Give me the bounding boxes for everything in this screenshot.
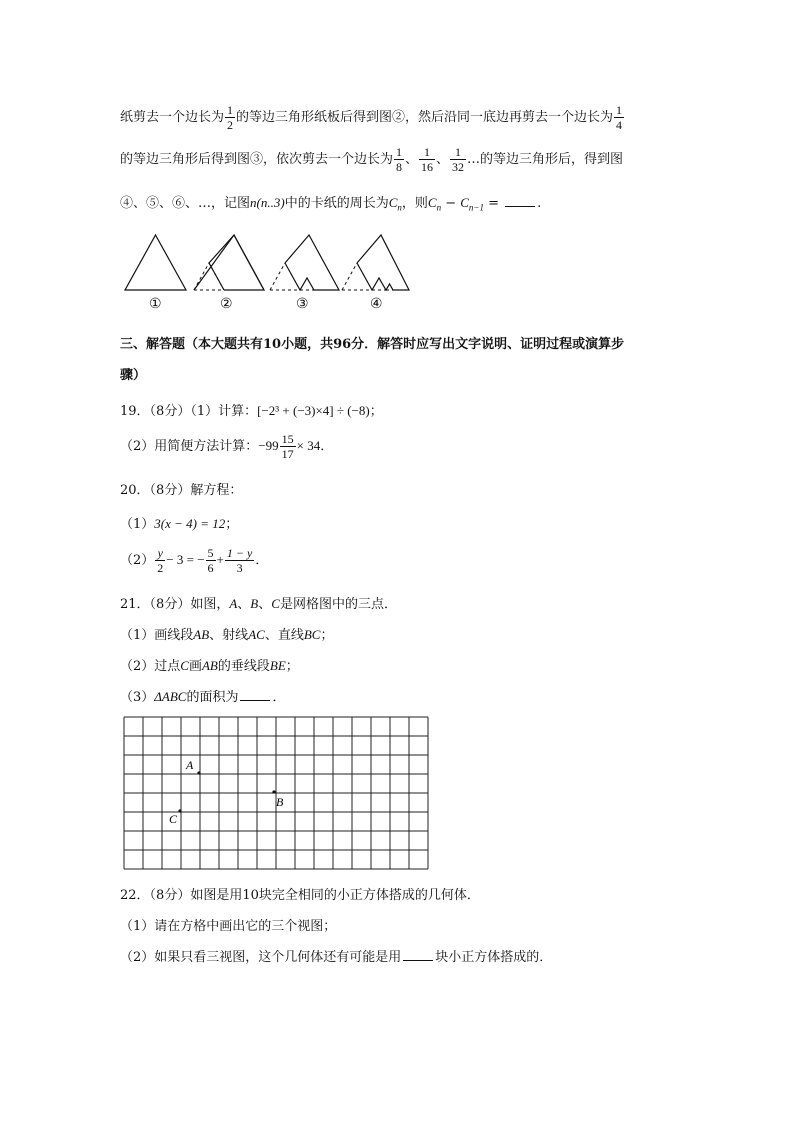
triangle-figure-2 xyxy=(194,235,264,290)
q20-part-1: （1）3(x − 4) = 12； xyxy=(120,516,239,532)
grid-figure xyxy=(123,716,429,870)
fraction: $\frac{1}{2}$ xyxy=(227,103,234,132)
text: 的等边三角形纸板后得到图②，然后沿同一底边再剪去一个边长为 xyxy=(236,110,614,125)
point-B xyxy=(272,790,275,793)
q19-part-2: （2）用简便方法计算：−99 $\frac{15}{17}$ × 34． xyxy=(120,432,334,461)
triangle-figure-3 xyxy=(270,235,339,290)
q21-head: 21．（8分）如图，A、B、C是网格图中的三点． xyxy=(120,596,397,612)
section-heading-cont: 骤） xyxy=(120,368,147,383)
fraction: $\frac{15}{17}$ xyxy=(281,432,294,461)
q20-part-2: （2） $\frac{y}{2}$ − 3 = − $\frac{5}{6}$ + $\frac{1 - y}{3}$ ． xyxy=(120,546,269,575)
fraction: $\frac{1}{32}$ xyxy=(452,145,465,174)
answer-blank xyxy=(505,194,535,207)
q19-part-1: 19．（8分）（1）计算：[−2³ + (−3)×4] ÷ (−8)； xyxy=(120,403,383,419)
q20-head: 20．（8分）解方程： xyxy=(120,483,243,498)
point-A xyxy=(197,771,200,774)
q22-part-2: （2）如果只看三视图，这个几何体还有可能是用 块小正方体搭成的． xyxy=(120,950,553,965)
answer-blank xyxy=(403,948,433,961)
fraction: $\frac{1}{16}$ xyxy=(421,145,434,174)
q22-head: 22．（8分）如图是用10块完全相同的小正方体搭成的几何体． xyxy=(120,888,480,903)
point-C xyxy=(178,809,181,812)
q18-line-3: ④、⑤、⑥、…，记图n(n..3)中的卡纸的周长为$C_n$，则$C_n - C_{n-1}$ = . xyxy=(120,195,542,213)
grid-lines xyxy=(124,717,428,869)
text: 纸剪去一个边长为 xyxy=(120,110,225,125)
q18-line-2: 的等边三角形后得到图③，依次剪去一个边长为 $\frac{1}{8}$ 、 $\frac{1}{16}$ 、 $\frac{1}{32}$ …的等边三角形后，得到图 xyxy=(120,145,624,174)
section-heading: 三、解答题（本大题共有10小题，共96分．解答时应写出文字说明、证明过程或演算步 xyxy=(120,337,625,352)
text: 的等边三角形后得到图③，依次剪去一个边长为 xyxy=(120,152,394,167)
label-A: A xyxy=(186,758,194,772)
figure-label-2: ② xyxy=(220,296,233,312)
fraction: $\frac{y}{2}$ xyxy=(157,546,164,575)
q21-part-1: （1）画线段AB、射线AC、直线BC； xyxy=(120,627,334,643)
q21-part-3: （3）ΔABC的面积为 ． xyxy=(120,689,286,705)
label-C: C xyxy=(169,812,178,826)
figure-label-4: ④ xyxy=(370,296,383,312)
fraction: $\frac{1 - y}{3}$ xyxy=(226,546,253,575)
fraction: $\frac{5}{6}$ xyxy=(207,546,214,575)
figure-label-1: ① xyxy=(149,296,162,312)
fraction: $\frac{1}{4}$ xyxy=(616,103,623,132)
q21-part-2: （2）过点C画AB的垂线段BE； xyxy=(120,658,299,674)
fraction: $\frac{1}{8}$ xyxy=(396,145,403,174)
q22-part-1: （1）请在方格中画出它的三个视图； xyxy=(120,919,337,934)
q18-line-1 xyxy=(120,104,625,131)
triangle-figure-1 xyxy=(125,235,186,290)
answer-blank xyxy=(240,688,270,701)
label-B: B xyxy=(276,795,284,809)
text: …的等边三角形后，得到图 xyxy=(467,152,624,167)
triangle-figure-4 xyxy=(342,235,409,290)
figure-label-3: ③ xyxy=(296,296,309,312)
